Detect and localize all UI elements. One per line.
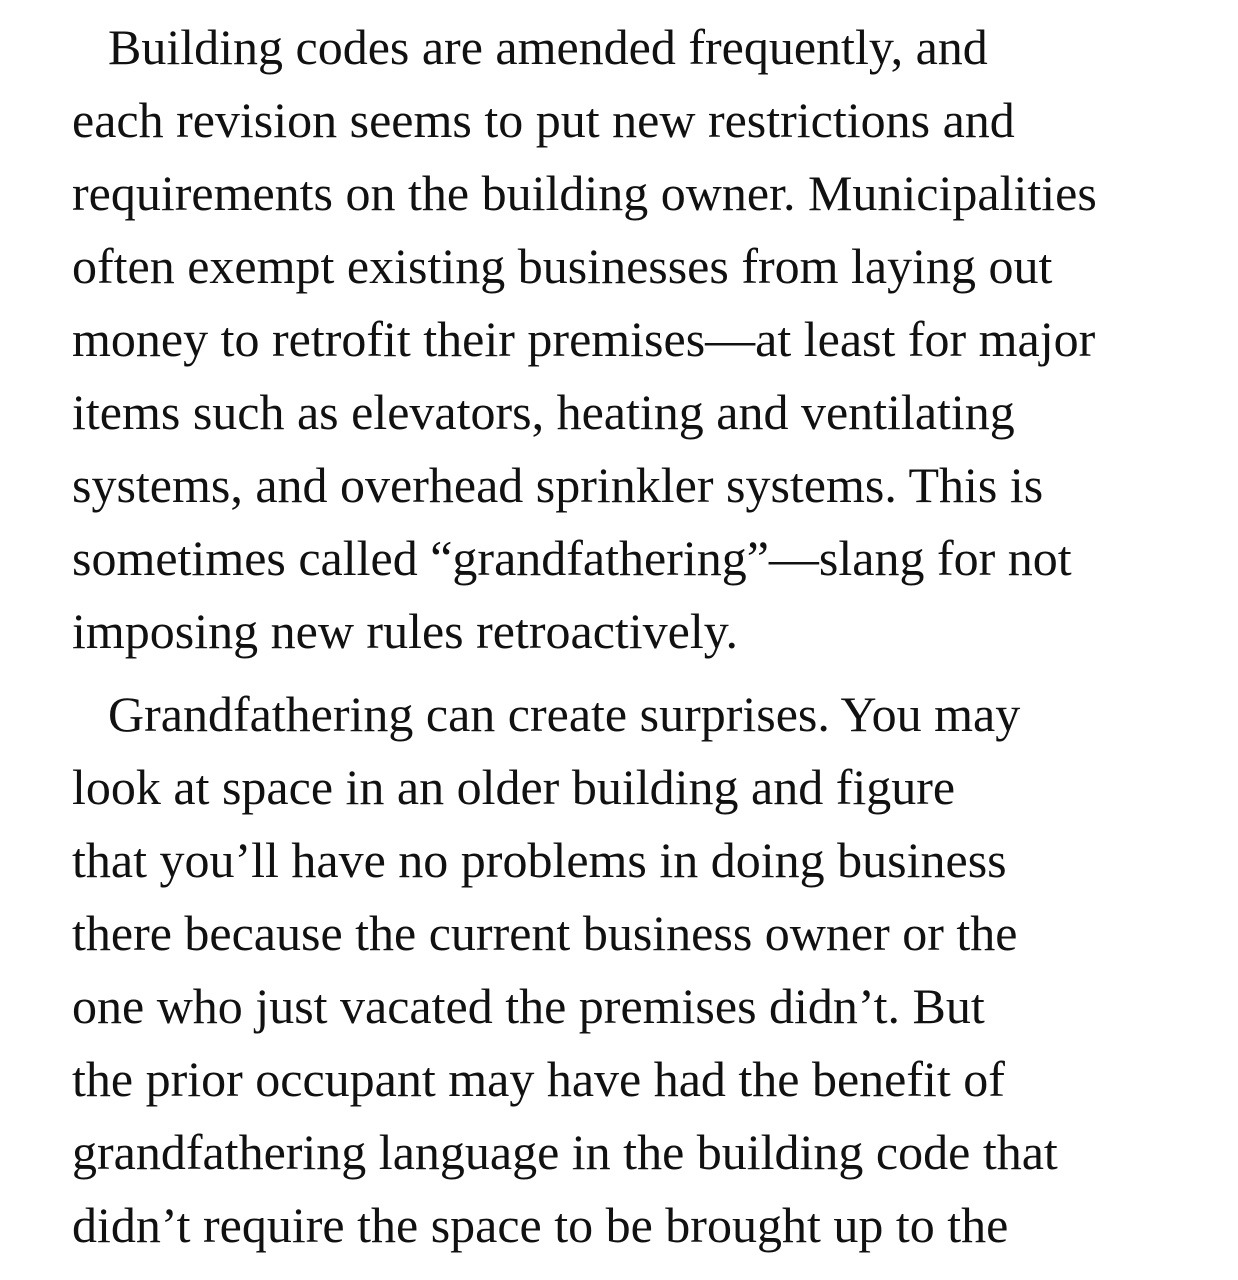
text-line: money to retrofit their premises—at least for major [72,311,1096,367]
text-line: there because the current business owner or the [72,905,1018,961]
text-line: Grandfathering can create surprises. You may [108,686,1021,742]
text-line: often exempt existing businesses from laying out [72,238,1053,294]
text-line: each revision seems to put new restrictions and [72,92,1015,148]
text-line: one who just vacated the premises didn’t. But [72,978,985,1034]
text-line: requirements on the building owner. Municipalities [72,165,1097,221]
text-line: grandfathering language in the building code that [72,1124,1058,1180]
text-line: look at space in an older building and figure [72,759,956,815]
text-line: the prior occupant may have had the benefit of [72,1051,1005,1107]
text-line: imposing new rules retroactively. [72,603,739,659]
text-line: Building codes are amended frequently, and [108,19,988,75]
text-line: that you’ll have no problems in doing business [72,832,1007,888]
text-line: items such as elevators, heating and ventilating [72,384,1015,440]
text-line: didn’t require the space to be brought up to the [72,1197,1009,1253]
text-line: sometimes called “grandfathering”—slang for not [72,530,1072,586]
text-line: systems, and overhead sprinkler systems. This is [72,457,1044,513]
